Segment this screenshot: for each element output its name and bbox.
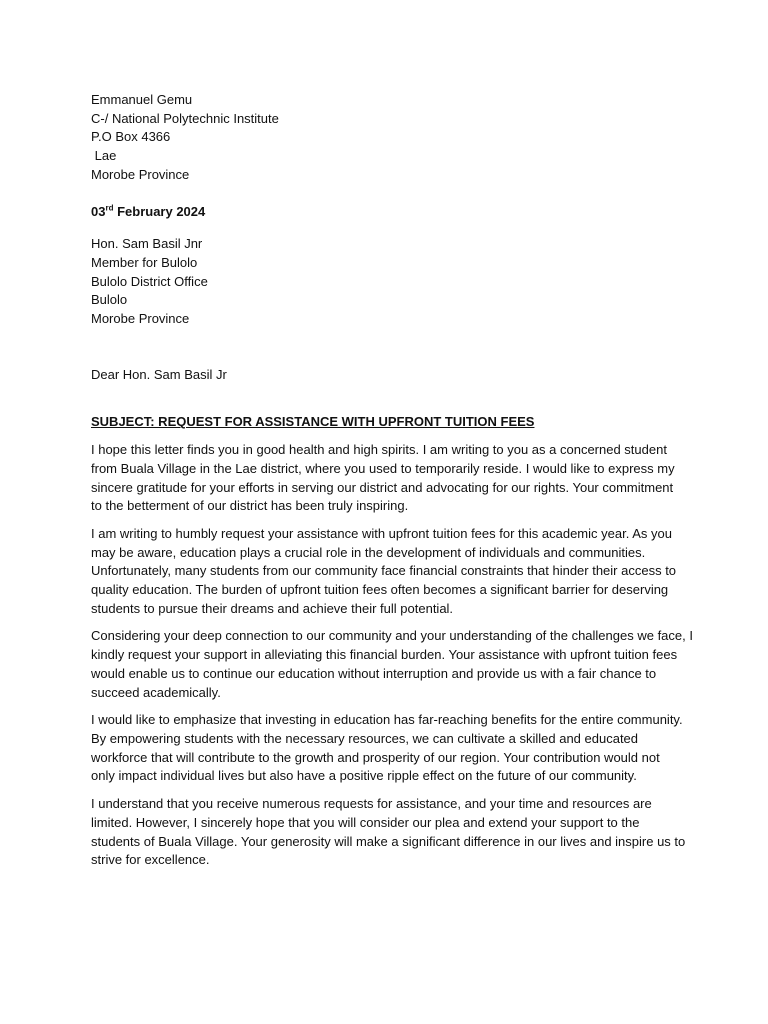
sender-name: Emmanuel Gemu (91, 92, 193, 107)
paragraph-line: workforce that will contribute to the growth and prosperity of our region. Your contribution would not (91, 749, 660, 765)
paragraph-line: only impact individual lives but also have a positive ripple effect on the future of our community. (91, 768, 637, 784)
paragraph-line: I would like to emphasize that investing in education has far-reaching benefits for the entire community. (91, 712, 683, 728)
paragraph-line: Unfortunately, many students from our community face financial constraints that hinder their access to (91, 563, 677, 579)
recipient-title: Member for Bulolo (91, 254, 198, 270)
paragraph-line: to the betterment of our district has been truly inspiring. (91, 498, 409, 514)
sender-province: Morobe Province (91, 166, 190, 182)
sender-address (91, 91, 691, 185)
sender-org: C-/ National Polytechnic Institute (91, 110, 279, 126)
paragraph-line: may be aware, education plays a crucial role in the development of individuals and communities. (91, 544, 646, 560)
paragraph-line: succeed academically. (91, 684, 221, 700)
paragraph-line: would enable us to continue our education without interruption and provide us with a fair chance to (91, 665, 657, 681)
body-paragraph (91, 627, 691, 702)
paragraph-line: By empowering students with the necessary resources, we can cultivate a skilled and educated (91, 730, 639, 746)
paragraph-line: limited. However, I sincerely hope that you will consider our plea and extend your support to the (91, 814, 640, 830)
date-day: 03 (91, 203, 106, 219)
paragraph-line: from Buala Village in the Lae district, where you used to temporarily reside. I would like to express my (91, 460, 675, 476)
recipient-province: Morobe Province (91, 311, 190, 327)
letter-page (91, 91, 691, 870)
paragraph-line: students to pursue their dreams and achieve their full potential. (91, 600, 454, 616)
paragraph-line: I am writing to humbly request your assistance with upfront tuition fees for this academic year. As you (91, 525, 672, 541)
subject-line: SUBJECT: REQUEST FOR ASSISTANCE WITH UPFRONT TUITION FEES (91, 414, 535, 430)
salutation: Dear Hon. Sam Basil Jr (91, 366, 227, 382)
sender-city: Lae (91, 148, 117, 164)
body-paragraph (91, 441, 691, 516)
paragraph-line: Considering your deep connection to our community and your understanding of the challenges we face, I (91, 628, 693, 644)
paragraph-line: kindly request your support in alleviating this financial burden. Your assistance with upfront tuition fees (91, 647, 678, 663)
date-suffix: rd (105, 203, 114, 213)
letter-body (91, 441, 691, 870)
recipient-office: Bulolo District Office (91, 273, 208, 289)
paragraph-line: sincere gratitude for your efforts in serving our district and advocating for our rights. Your commitment (91, 479, 674, 495)
paragraph-line: I understand that you receive numerous requests for assistance, and your time and resources are (91, 796, 652, 812)
paragraph-line: students of Buala Village. Your generosity will make a significant difference in our lives and inspire us to (91, 833, 686, 849)
letter-date (91, 203, 691, 222)
recipient-town: Bulolo (91, 292, 128, 308)
body-paragraph (91, 525, 691, 619)
paragraph-line: I hope this letter finds you in good health and high spirits. I am writing to you as a concerned student (91, 442, 667, 458)
date-rest: February 2024 (113, 203, 206, 219)
recipient-name: Hon. Sam Basil Jnr (91, 236, 203, 252)
recipient-address (91, 235, 691, 329)
paragraph-line: strive for excellence. (91, 852, 210, 868)
body-paragraph (91, 711, 691, 786)
sender-box: P.O Box 4366 (91, 129, 171, 145)
paragraph-line: quality education. The burden of upfront tuition fees often becomes a significant barrier for deserving (91, 582, 669, 598)
body-paragraph (91, 795, 691, 870)
